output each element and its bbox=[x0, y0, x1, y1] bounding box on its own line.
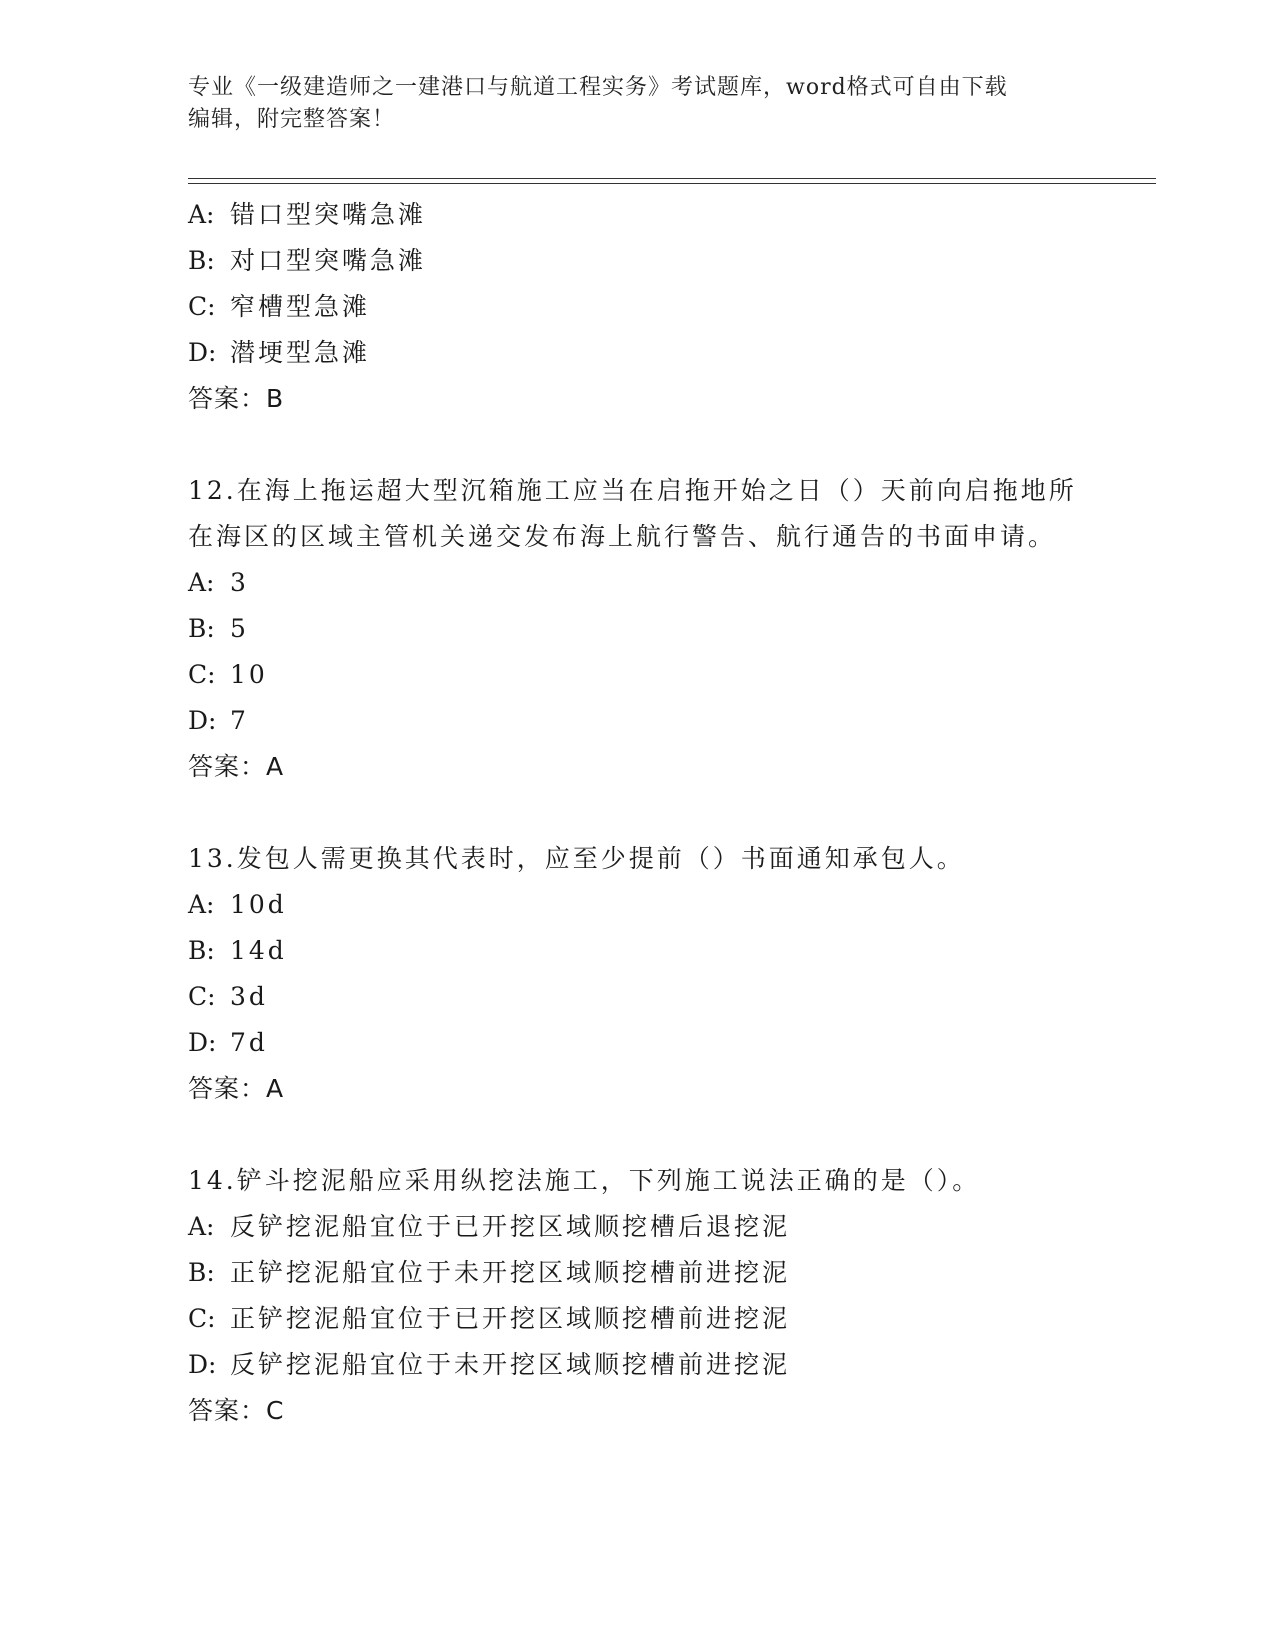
option-text: 7d bbox=[230, 1028, 268, 1057]
answer-line: 答案：B bbox=[188, 384, 285, 413]
option-letter: C: bbox=[188, 292, 216, 321]
question-text: 13.发包人需更换其代表时，应至少提前（）书面通知承包人。 bbox=[188, 844, 965, 873]
option-c bbox=[188, 974, 1088, 1020]
option-letter: B: bbox=[188, 936, 215, 965]
question-block-11 bbox=[188, 192, 1088, 422]
question-text: 14.铲斗挖泥船应采用纵挖法施工，下列施工说法正确的是（）。 bbox=[188, 1166, 981, 1195]
option-letter: C: bbox=[188, 660, 216, 689]
option-a bbox=[188, 1204, 1088, 1250]
answer-line: 答案：C bbox=[188, 1396, 285, 1425]
option-text: 反铲挖泥船宜位于已开挖区域顺挖槽后退挖泥 bbox=[230, 1212, 791, 1241]
option-letter: D: bbox=[188, 706, 217, 735]
option-letter: B: bbox=[188, 614, 215, 643]
option-letter: B: bbox=[188, 1258, 215, 1287]
question-block-14 bbox=[188, 1158, 1088, 1434]
option-letter: D: bbox=[188, 1350, 217, 1379]
option-c bbox=[188, 652, 1088, 698]
question-block-12 bbox=[188, 468, 1088, 790]
question-block-13 bbox=[188, 836, 1088, 1112]
option-text: 潜埂型急滩 bbox=[230, 338, 371, 367]
option-b bbox=[188, 1250, 1088, 1296]
option-text: 正铲挖泥船宜位于已开挖区域顺挖槽前进挖泥 bbox=[230, 1304, 791, 1333]
option-b bbox=[188, 238, 1088, 284]
answer-line: 答案：A bbox=[188, 1074, 285, 1103]
document-header bbox=[188, 72, 1088, 136]
option-text: 错口型突嘴急滩 bbox=[230, 200, 427, 229]
option-d bbox=[188, 1020, 1088, 1066]
option-letter: A: bbox=[188, 568, 215, 597]
option-text: 7 bbox=[230, 706, 249, 735]
option-text: 14d bbox=[230, 936, 287, 965]
option-text: 正铲挖泥船宜位于未开挖区域顺挖槽前进挖泥 bbox=[230, 1258, 791, 1287]
option-a bbox=[188, 192, 1088, 238]
option-letter: A: bbox=[188, 890, 215, 919]
option-d bbox=[188, 330, 1088, 376]
option-text: 对口型突嘴急滩 bbox=[230, 246, 427, 275]
option-letter: A: bbox=[188, 1212, 215, 1241]
option-d bbox=[188, 698, 1088, 744]
option-text: 3d bbox=[230, 982, 268, 1011]
option-text: 5 bbox=[230, 614, 249, 643]
header-divider-bottom bbox=[188, 183, 1156, 184]
option-c bbox=[188, 284, 1088, 330]
option-text: 3 bbox=[230, 568, 249, 597]
option-text: 反铲挖泥船宜位于未开挖区域顺挖槽前进挖泥 bbox=[230, 1350, 791, 1379]
option-letter: B: bbox=[188, 246, 215, 275]
question-list bbox=[188, 192, 1088, 1480]
option-a bbox=[188, 560, 1088, 606]
header-line-2: 编辑，附完整答案！ bbox=[188, 107, 396, 132]
header-line-1: 专业《一级建造师之一建港口与航道工程实务》考试题库，word格式可自由下载 bbox=[188, 75, 1008, 100]
question-text: 12.在海上拖运超大型沉箱施工应当在启拖开始之日（）天前向启拖地所在海区的区域主管机关递交发布海上航行警告、航行通告的书面申请。 bbox=[188, 476, 1077, 551]
option-letter: D: bbox=[188, 1028, 217, 1057]
option-text: 窄槽型急滩 bbox=[230, 292, 371, 321]
option-c bbox=[188, 1296, 1088, 1342]
option-letter: D: bbox=[188, 338, 217, 367]
header-divider-top bbox=[188, 178, 1156, 179]
option-letter: C: bbox=[188, 1304, 216, 1333]
option-text: 10 bbox=[230, 660, 268, 689]
option-text: 10d bbox=[230, 890, 287, 919]
option-b bbox=[188, 606, 1088, 652]
option-d bbox=[188, 1342, 1088, 1388]
option-letter: C: bbox=[188, 982, 216, 1011]
option-a bbox=[188, 882, 1088, 928]
answer-line: 答案：A bbox=[188, 752, 285, 781]
option-letter: A: bbox=[188, 200, 215, 229]
option-b bbox=[188, 928, 1088, 974]
